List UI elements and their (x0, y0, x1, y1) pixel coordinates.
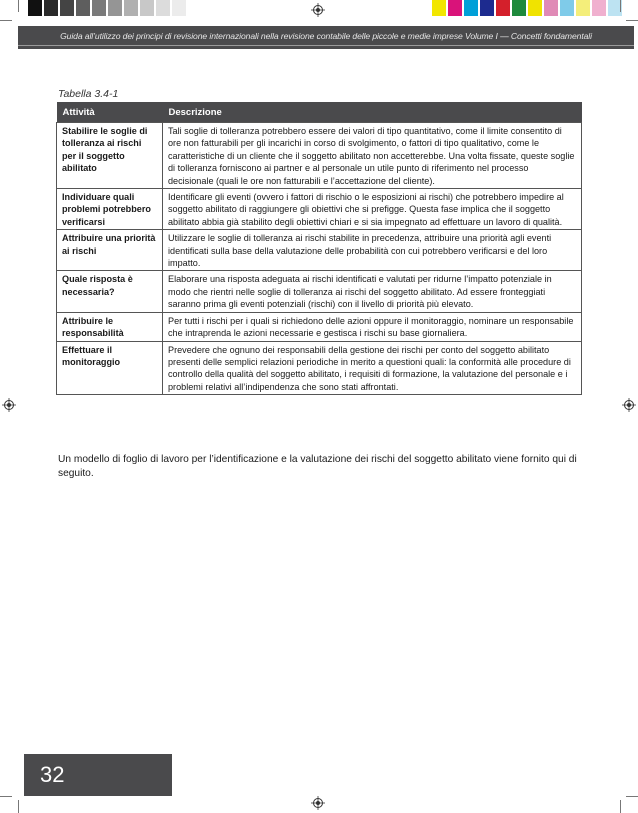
description-cell: Prevedere che ognuno dei responsabili della gestione dei rischi per conto del soggetto abilitato presenti delle semplici relazioni periodiche in merito a questioni quali: la conformità alle procedure di controllo della qualità del soggetto abilitato, i requisiti di formazione, la valutazione del personale e i problemi relativi all’indipendenza che sono stati affrontati. (163, 341, 582, 395)
table-row (57, 123, 582, 189)
crop-mark (0, 796, 12, 797)
activity-cell: Quale risposta è necessaria? (57, 271, 163, 312)
description-cell: Identificare gli eventi (ovvero i fattori di rischio o le esposizioni ai rischi) che potrebbero impedire al soggetto abilitato di raggiungere gli obiettivi che si prefigge. Questa fase implica che il soggetto abilitato abbia già stabilito degli obiettivi chiari e si sia impegnato ad effettuare un lavoro di qualità. (163, 189, 582, 230)
activity-cell: Attribuire una priorità ai rischi (57, 230, 163, 271)
description-cell: Per tutti i rischi per i quali si richiedono delle azioni oppure il monitoraggio, nominare un responsabile che intraprenda le azioni necessarie e gestisca i rischi su base giornaliera. (163, 312, 582, 341)
table-row (57, 271, 582, 312)
running-header-title: Guida all’utilizzo dei principi di revisione internazionali nella revisione contabile delle piccole e medie imprese Volume I — Concetti fondamentali (60, 31, 592, 41)
table-row (57, 230, 582, 271)
crop-mark (626, 796, 638, 797)
activity-cell: Attribuire le responsabilità (57, 312, 163, 341)
body-paragraph: Un modello di foglio di lavoro per l’identificazione e la valutazione dei rischi del soggetto abilitato viene fornito qui di seguito. (58, 454, 577, 479)
activity-cell: Individuare quali problemi potrebbero verificarsi (57, 189, 163, 230)
table-row (57, 341, 582, 395)
page-number-box (24, 754, 172, 796)
registration-mark-icon (622, 398, 636, 412)
crop-mark (18, 0, 19, 12)
activity-cell: Stabilire le soglie di tolleranza ai rischi per il soggetto abilitato (57, 123, 163, 189)
crop-mark (626, 20, 638, 21)
description-cell: Elaborare una risposta adeguata ai rischi identificati e valutati per ridurne l’impatto potenziale in modo che rientri nelle soglie di tolleranza ai rischi del soggetto abilitato. Ad essere fronteggiati saranno prima gli eventi potenziali (rischi) con il livello di priorità più elevato. (163, 271, 582, 312)
table-row (57, 189, 582, 230)
description-cell: Utilizzare le soglie di tolleranza ai rischi stabilite in precedenza, attribuire una priorità agli eventi identificati sulla base della valutazione delle probabilità con cui potrebbero verificarsi e del loro impatto. (163, 230, 582, 271)
column-header-activity: Attività (57, 102, 163, 123)
crop-mark (0, 20, 12, 21)
table-header-row (57, 102, 582, 123)
activity-cell: Effettuare il monitoraggio (57, 341, 163, 395)
header-rule (18, 45, 634, 46)
crop-mark (620, 0, 621, 12)
column-header-description: Descrizione (163, 102, 582, 123)
risk-table (56, 102, 582, 395)
table-caption: Tabella 3.4-1 (58, 88, 119, 100)
crop-mark (18, 800, 19, 813)
running-header (18, 26, 634, 49)
crop-mark (620, 800, 621, 813)
registration-mark-icon (311, 796, 325, 810)
registration-mark-icon (311, 3, 325, 17)
description-cell: Tali soglie di tolleranza potrebbero essere dei valori di tipo quantitativo, come il limite consentito di ore non fatturabili per gli incarichi in corso di svolgimento, o fattori di tipo qualitativo, come le caratteristiche di un cliente che il soggetto abilitato non accetterebbe. Una volta fissate, queste soglie di tolleranza forniscono ai partner e al personale un utile punto di riferimento nel processo decisionale (quali le ore non fatturabili e l’accettazione del cliente). (163, 123, 582, 189)
page-number: 32 (40, 762, 65, 787)
table-row (57, 312, 582, 341)
registration-mark-icon (2, 398, 16, 412)
